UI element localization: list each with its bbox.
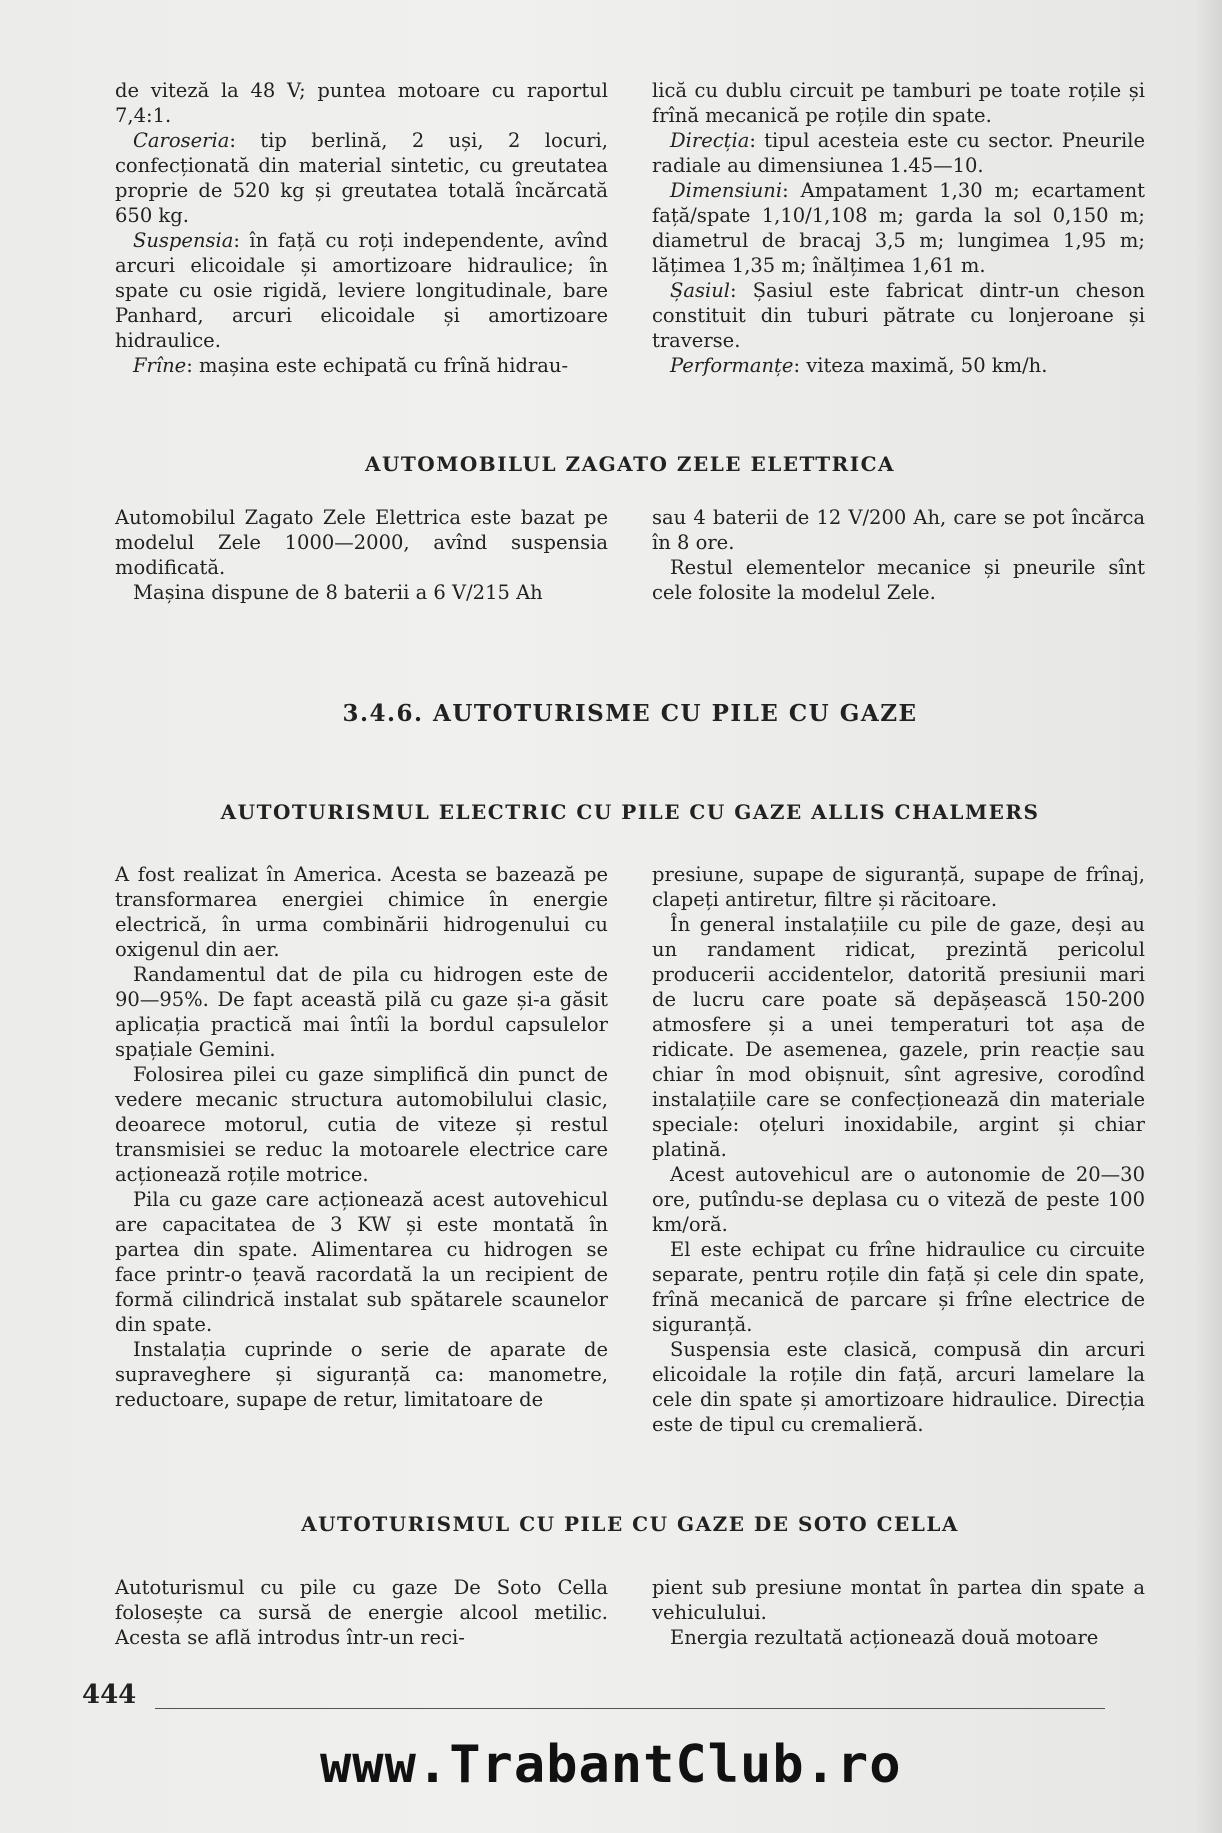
paragraph-text: : în față cu roți independente, avînd arcuri elicoidale și amortizoare hidraulice; în spate cu osie rigidă, leviere longitudinale, bare Panhard, arcuri elicoidale și amortizoare hidraulice.	[115, 229, 608, 352]
paragraph-text: : viteza maximă, 50 km/h.	[793, 354, 1048, 377]
section-desoto-text	[115, 1575, 1145, 1650]
paragraph-text: : Ampatament 1,30 m; ecartament față/spate 1,10/1,108 m; garda la sol 0,150 m; diametrul de bracaj 3,5 m; lungimea 1,95 m; lățimea 1,35 m; înălțimea 1,61 m.	[652, 179, 1145, 277]
paragraph	[652, 78, 1145, 128]
paragraph-label: Suspensia	[133, 229, 234, 252]
paragraph-label: Șasiul	[670, 279, 731, 302]
paragraph	[115, 1337, 608, 1412]
paragraph	[652, 128, 1145, 178]
paragraph-text: Restul elementelor mecanice și pneurile sînt cele folosite la modelul Zele.	[652, 556, 1145, 604]
paragraph-text: Randamentul dat de pila cu hidrogen este de 90—95%. De fapt această pilă cu gaze și-a găsit aplicația practică mai întîi la bordul capsulelor spațiale Gemini.	[115, 963, 608, 1061]
paragraph-label: Direcția	[670, 129, 750, 152]
paragraph-text: sau 4 baterii de 12 V/200 Ah, care se pot încărca în 8 ore.	[652, 506, 1145, 554]
section-heading: 3.4.6. AUTOTURISME CU PILE CU GAZE	[342, 700, 918, 727]
paragraph-text: A fost realizat în America. Acesta se bazează pe transformarea energiei chimice în energie electrică, în urma combinării hidrogenului cu oxigenul din aer.	[115, 863, 608, 961]
paragraph	[115, 580, 608, 605]
column-left	[115, 862, 608, 1437]
page-spine-shadow	[1194, 0, 1222, 1833]
section-zagato-text	[115, 505, 1145, 605]
heading-zagato: AUTOMOBILUL ZAGATO ZELE ELETTRICA	[364, 452, 896, 476]
heading-de-soto-cella: AUTOTURISMUL CU PILE CU GAZE DE SOTO CELLA	[301, 1512, 959, 1536]
paragraph-text: Acest autovehicul are o autonomie de 20—30 ore, putîndu-se deplasa cu o viteză de peste 100 km/oră.	[652, 1163, 1145, 1236]
paragraph	[652, 862, 1145, 912]
paragraph-text: Mașina dispune de 8 baterii a 6 V/215 Ah	[133, 581, 543, 604]
column-right	[652, 78, 1145, 378]
paragraph	[115, 1062, 608, 1187]
paragraph	[652, 505, 1145, 555]
paragraph	[115, 1187, 608, 1337]
paragraph	[652, 1625, 1145, 1650]
paragraph-text: El este echipat cu frîne hidraulice cu circuite separate, pentru roțile din față și cele din spate, frînă mecanică de parcare și frîne electrice de siguranță.	[652, 1238, 1145, 1336]
column-left	[115, 78, 608, 378]
column-right	[652, 505, 1145, 605]
paragraph	[652, 178, 1145, 278]
paragraph-text: Suspensia este clasică, compusă din arcuri elicoidale la roțile din față, arcuri lamelare la cele din spate și amortizoare hidraulice. Direcția este de tipul cu cremalieră.	[652, 1338, 1145, 1436]
paragraph-text: Automobilul Zagato Zele Elettrica este bazat pe modelul Zele 1000—2000, avînd suspensia modificată.	[115, 506, 608, 579]
paragraph-text: Autoturismul cu pile cu gaze De Soto Cella folosește ca sursă de energie alcool metilic. Acesta se află introdus într-un reci-	[115, 1576, 608, 1649]
paragraph	[652, 1337, 1145, 1437]
paragraph	[652, 1575, 1145, 1625]
paragraph-text: Energia rezultată acționează două motoare	[670, 1626, 1099, 1649]
paragraph-label: Caroseria	[133, 129, 230, 152]
column-left	[115, 1575, 608, 1650]
paragraph	[115, 78, 608, 128]
paragraph	[652, 353, 1145, 378]
heading-allis-chalmers: AUTOTURISMUL ELECTRIC CU PILE CU GAZE ALLIS CHALMERS	[220, 800, 1040, 824]
paragraph	[652, 912, 1145, 1162]
paragraph	[652, 555, 1145, 605]
paragraph-text: : Șasiul este fabricat dintr-un cheson constituit din tuburi pătrate cu lonjeroane și traverse.	[652, 279, 1145, 352]
watermark-url: www.TrabantClub.ro	[320, 1735, 902, 1795]
paragraph-text: Folosirea pilei cu gaze simplifică din punct de vedere mecanic structura automobilului clasic, deoarece motorul, cutia de viteze și restul transmisiei se reduc la motoarele electrice care acționează roțile motrice.	[115, 1063, 608, 1186]
paragraph-label: Performanțe	[670, 354, 794, 377]
paragraph-text: : mașina este echipată cu frînă hidrau-	[186, 354, 569, 377]
paragraph	[115, 228, 608, 353]
column-right	[652, 862, 1145, 1437]
paragraph	[115, 862, 608, 962]
paragraph-text: pient sub presiune montat în partea din spate a vehiculului.	[652, 1576, 1145, 1624]
column-left	[115, 505, 608, 605]
paragraph-text: Instalația cuprinde o serie de aparate de supraveghere și siguranță ca: manometre, reductoare, supape de retur, limitatoare de	[115, 1338, 608, 1411]
paragraph-label: Frîne	[133, 354, 187, 377]
paragraph-text: : tip berlină, 2 uși, 2 locuri, confecționată din material sintetic, cu greutatea proprie de 520 kg și greutatea totală încărcată 650 kg.	[115, 129, 608, 227]
paragraph-text: lică cu dublu circuit pe tamburi pe toate roțile și frînă mecanică pe roțile din spate.	[652, 79, 1145, 127]
paragraph	[652, 1162, 1145, 1237]
footer-rule	[155, 1708, 1105, 1709]
paragraph-text: În general instalațiile cu pile de gaze, deși au un randament ridicat, prezintă pericolul producerii accidentelor, datorită presiunii mari de lucru care poate să depășească 150-200 atmosfere și a unei temperaturi tot așa de ridicate. De asemenea, gazele, prin reacție sau chiar în mod obișnuit, sînt agresive, corodînd instalațiile care se confecționează din materiale speciale: oțeluri inoxidabile, argint și chiar platină.	[652, 913, 1145, 1161]
paragraph-text: Pila cu gaze care acționează acest autovehicul are capacitatea de 3 KW și este montată în partea din spate. Alimentarea cu hidrogen se face printr-o țeavă racordată la un recipient de formă cilindrică instalat sub spătarele scaunelor din spate.	[115, 1188, 608, 1336]
paragraph	[652, 1237, 1145, 1337]
page-number: 444	[82, 1680, 137, 1710]
paragraph	[115, 353, 608, 378]
section-allis-text	[115, 862, 1145, 1437]
paragraph	[115, 128, 608, 228]
paragraph-label: Dimensiuni	[670, 179, 783, 202]
paragraph-text: : tipul acesteia este cu sector. Pneurile radiale au dimensiunea 1.45—10.	[652, 129, 1145, 177]
paragraph	[115, 1575, 608, 1650]
paragraph	[652, 278, 1145, 353]
paragraph-text: de viteză la 48 V; puntea motoare cu raportul 7,4:1.	[115, 79, 608, 127]
paragraph-text: presiune, supape de siguranță, supape de frînaj, clapeți antiretur, filtre și răcitoare.	[652, 863, 1145, 911]
section-spec-text	[115, 78, 1145, 378]
paragraph	[115, 505, 608, 580]
column-right	[652, 1575, 1145, 1650]
paragraph	[115, 962, 608, 1062]
